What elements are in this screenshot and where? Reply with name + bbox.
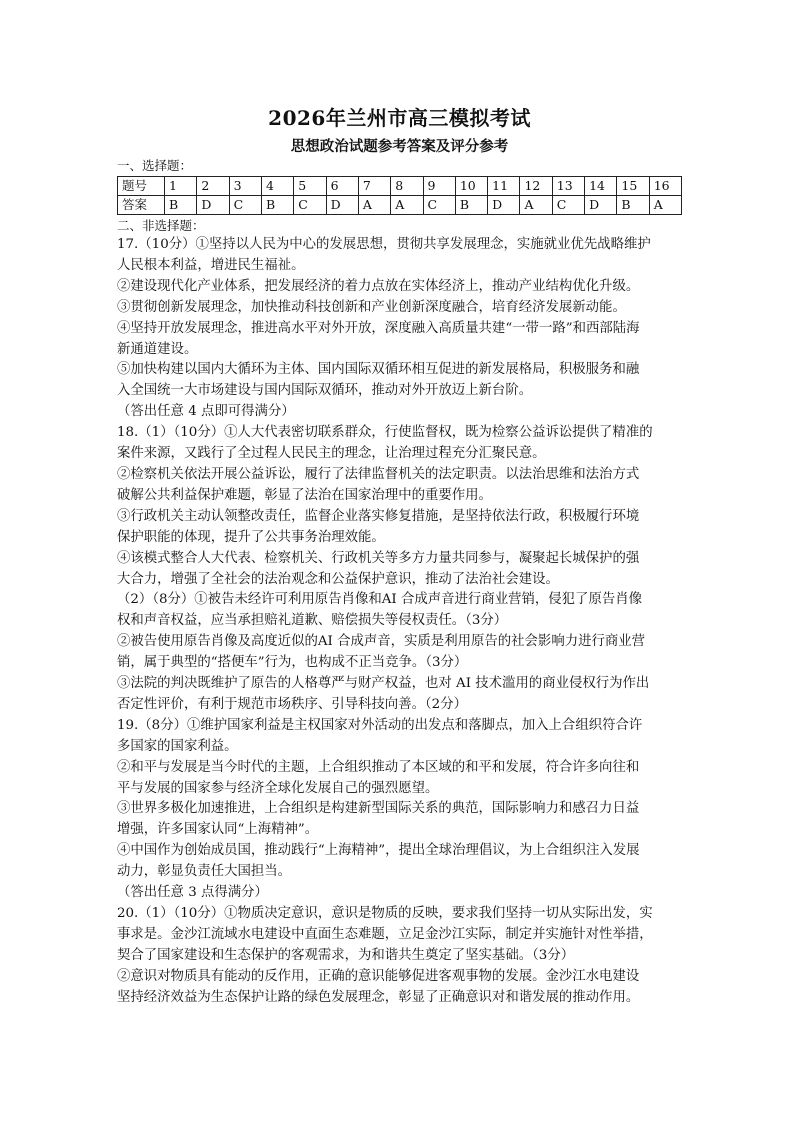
- table-cell: 1: [165, 177, 197, 196]
- answer-line: 入全国统一大市场建设与国内国际双循环，推动对外开放迈上新台阶。: [117, 383, 533, 399]
- row-label-answer: 答案: [118, 196, 165, 215]
- answer-body: [117, 235, 682, 1009]
- table-cell: B: [261, 196, 293, 215]
- table-cell: 9: [423, 177, 455, 196]
- answer-line: 破解公共利益保护难题，彰显了法治在国家治理中的重要作用。: [117, 487, 492, 503]
- answer-line: ③世界多极化加速推进，上合组织是构建新型国际关系的典范，国际影响力和感召力日益: [117, 801, 640, 817]
- table-cell: C: [552, 196, 584, 215]
- answer-line: ④中国作为创始成员国，推动践行“上海精神”，提出全球治理倡议，为上合组织注入发展: [117, 843, 640, 859]
- table-cell: A: [358, 196, 390, 215]
- answer-line: 权和声音权益，应当承担赔礼道歉、赔偿损失等侵权责任。（3分）: [117, 613, 508, 629]
- table-row-numbers: [118, 177, 682, 196]
- table-cell: 2: [197, 177, 229, 196]
- answer-line: ②检察机关依法开展公益诉讼，履行了法律监督机关的法定职责。以法治思维和法治方式: [117, 466, 640, 482]
- answer-line: ③贯彻创新发展理念，加快推动科技创新和产业创新深度融合，培育经济发展新动能。: [117, 299, 626, 315]
- table-cell: D: [585, 196, 617, 215]
- table-cell: 12: [520, 177, 552, 196]
- answer-line: ②被告使用原告肖像及高度近似的AI 合成声音，实质是利用原告的社会影响力进行商业营: [117, 634, 646, 650]
- answer-line: 契合了国家建设和生态保护的客观需求，为和谐共生奠定了坚实基础。（3分）: [117, 947, 575, 963]
- section-heading-choice: 一、选择题：: [117, 158, 193, 173]
- table-cell: C: [294, 196, 326, 215]
- answer-line: 人民根本利益，增进民生福祉。: [117, 257, 305, 273]
- table-cell: 8: [391, 177, 423, 196]
- table-cell: C: [229, 196, 261, 215]
- answer-line: ②意识对物质具有能动的反作用，正确的意识能够促进客观事物的发展。金沙江水电建设: [117, 968, 640, 984]
- answer-line: ④坚持开放发展理念，推进高水平对外开放，深度融入高质量共建“一带一路”和西部陆海: [117, 320, 640, 336]
- document-title: 2026年兰州市高三模拟考试: [268, 106, 531, 130]
- answer-line: 否定性评价，有利于规范市场秩序、引导科技向善。（2分）: [117, 696, 467, 712]
- answer-line: 新通道建设。: [117, 341, 198, 357]
- answer-table: [117, 176, 682, 215]
- answer-line: ④该模式整合人大代表、检察机关、行政机关等多方力量共同参与，凝聚起长城保护的强: [117, 550, 640, 566]
- table-cell: 16: [649, 177, 681, 196]
- table-cell: B: [165, 196, 197, 215]
- table-cell: 6: [326, 177, 358, 196]
- document-subtitle: 思想政治试题参考答案及评分参考: [290, 138, 509, 155]
- answer-line: ②建设现代化产业体系，把发展经济的着力点放在实体经济上，推动产业结构优化升级。: [117, 278, 640, 294]
- table-cell: A: [391, 196, 423, 215]
- answer-line: ②和平与发展是当今时代的主题，上合组织推动了本区域的和平和发展，符合许多向往和: [117, 759, 640, 775]
- table-cell: D: [326, 196, 358, 215]
- table-cell: A: [649, 196, 681, 215]
- answer-line: 销，属于典型的“搭便车”行为，也构成不正当竞争。（3分）: [117, 655, 468, 671]
- row-label-number: 题号: [118, 177, 165, 196]
- table-cell: D: [488, 196, 520, 215]
- answer-line: 19.（8分）①维护国家利益是主权国家对外活动的出发点和落脚点，加入上合组织符合许: [117, 717, 643, 733]
- answer-line: 保护职能的体现，提升了公共事务治理效能。: [117, 529, 385, 545]
- answer-line: 17.（10分）①坚持以人民为中心的发展思想，贯彻共享发展理念，实施就业优先战略维护: [117, 237, 651, 252]
- answer-line: ③法院的判决既维护了原告的人格尊严与财产权益，也对 AI 技术滥用的商业侵权行为作出: [117, 676, 650, 692]
- table-cell: 5: [294, 177, 326, 196]
- answer-line: ③行政机关主动认领整改责任，监督企业落实修复措施，是坚持依法行政，积极履行环境: [117, 508, 640, 524]
- table-cell: 13: [552, 177, 584, 196]
- table-cell: D: [197, 196, 229, 215]
- table-row-answers: [118, 196, 682, 215]
- answer-line: 多国家的国家利益。: [117, 738, 238, 754]
- table-cell: 10: [455, 177, 487, 196]
- answer-line: 20.（1）（10分）①物质决定意识，意识是物质的反映，要求我们坚持一切从实际出发，实: [117, 906, 653, 921]
- table-cell: C: [423, 196, 455, 215]
- answer-line: 大合力，增强了全社会的法治观念和公益保护意识，推动了法治社会建设。: [117, 571, 559, 587]
- answer-line: 18.（1）（10分）①人大代表密切联系群众，行使监督权，既为检察公益诉讼提供了精准的: [117, 425, 653, 441]
- answer-line: 事求是。金沙江流域水电建设中直面生态难题，立足金沙江实际，制定并实施针对性举措，: [117, 926, 653, 942]
- table-cell: 3: [229, 177, 261, 196]
- answer-line: 增强，许多国家认同“上海精神”。: [117, 822, 319, 838]
- answer-line: 平与发展的国家参与经济全球化发展自己的强烈愿望。: [117, 780, 439, 796]
- answer-line: 案件来源，又践行了全过程人民民主的理念，让治理过程充分汇聚民意。: [117, 446, 546, 462]
- table-cell: B: [617, 196, 649, 215]
- table-cell: A: [520, 196, 552, 215]
- answer-line: 坚持经济效益为生态保护让路的绿色发展理念，彰显了正确意识对和谐发展的推动作用。: [117, 989, 640, 1005]
- answer-line: （答出任意 3 点得满分）: [117, 885, 268, 901]
- table-cell: 11: [488, 177, 520, 196]
- table-cell: 15: [617, 177, 649, 196]
- table-cell: 4: [261, 177, 293, 196]
- answer-line: （2）（8分）①被告未经许可利用原告肖像和AI 合成声音进行商业营销，侵犯了原告肖像: [117, 592, 643, 608]
- answer-line: （答出任意 4 点即可得满分）: [117, 404, 295, 420]
- table-cell: 7: [358, 177, 390, 196]
- answer-line: ⑤加快构建以国内大循环为主体、国内国际双循环相互促进的新发展格局，积极服务和融: [117, 362, 640, 378]
- table-cell: B: [455, 196, 487, 215]
- answer-document: [117, 104, 682, 1009]
- answer-line: 动力，彰显负责任大国担当。: [117, 864, 292, 880]
- section-heading-nonchoice: 二、非选择题：: [117, 218, 205, 233]
- table-cell: 14: [585, 177, 617, 196]
